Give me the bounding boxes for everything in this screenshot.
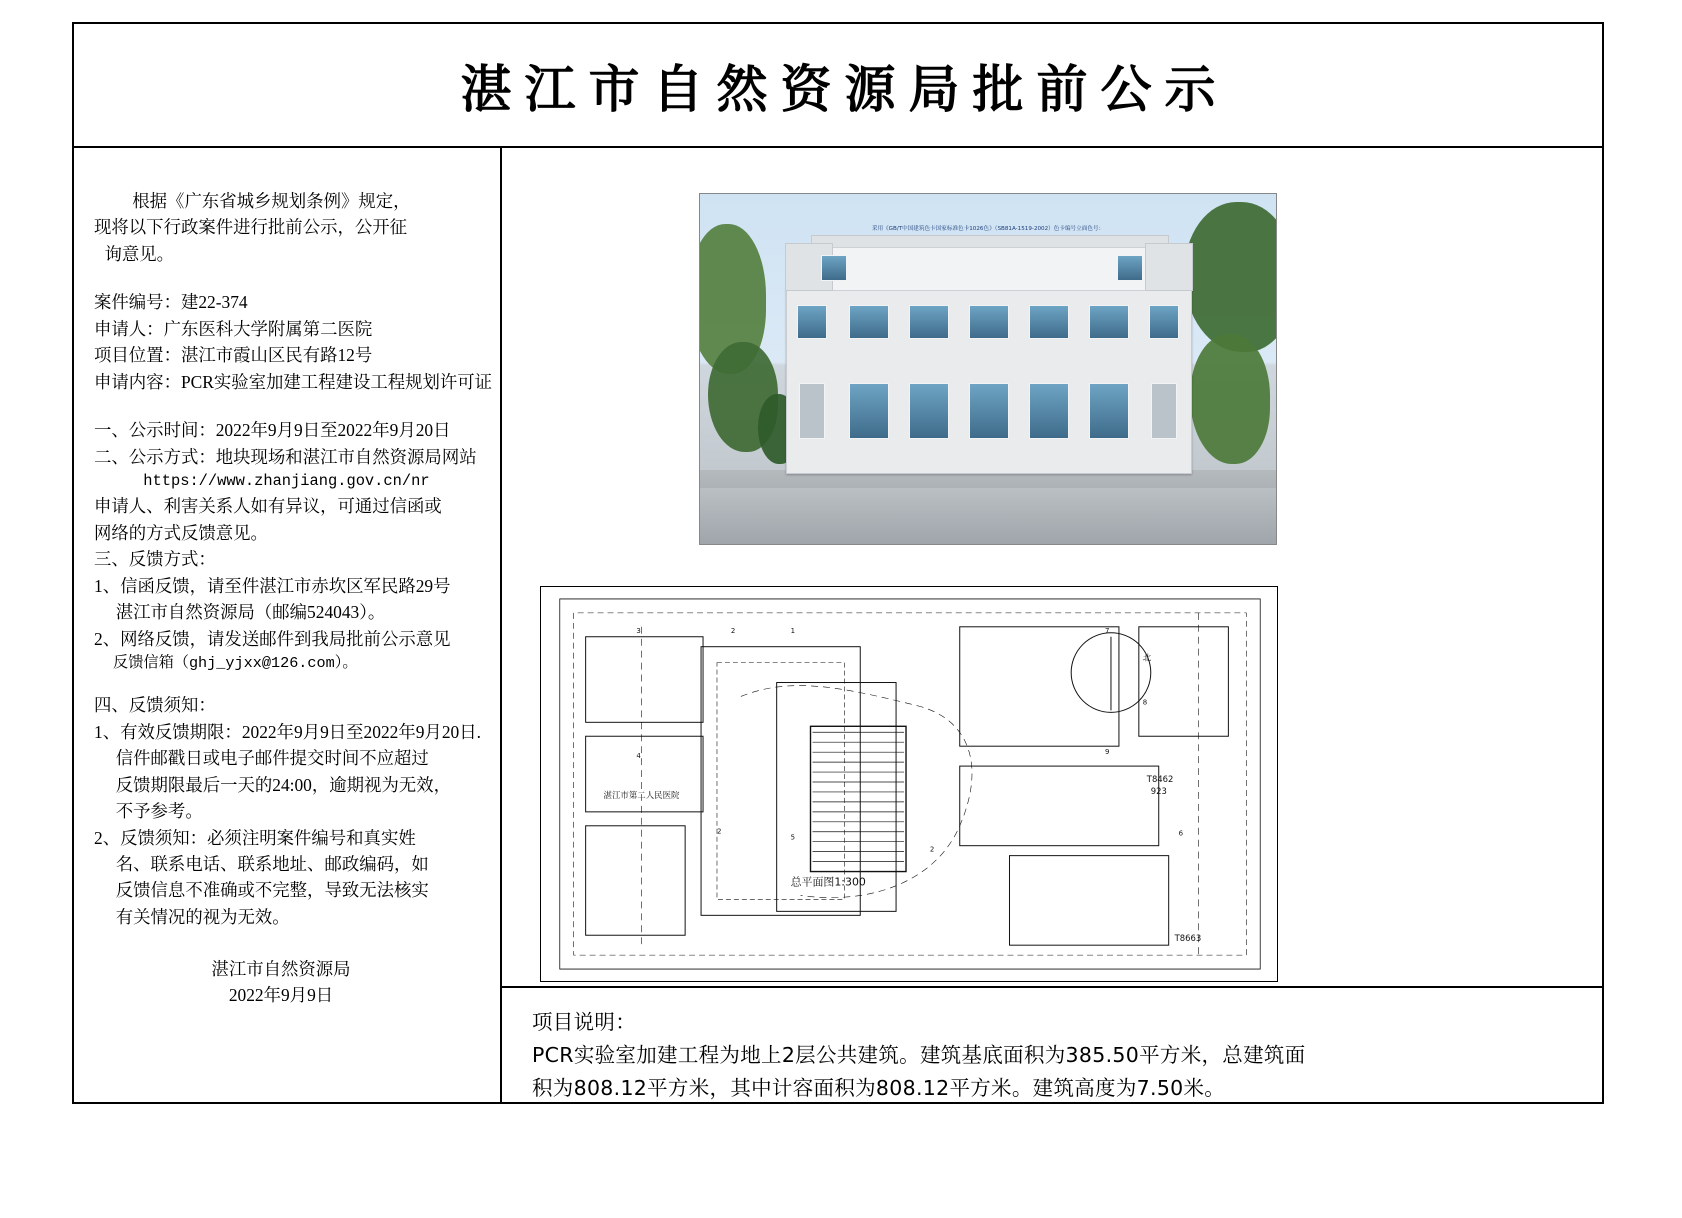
rendering-color-note-line-1: 采用《GB/T中国建筑色卡国家标准色卡1026色》（SB81A-1519-2002）色卡编号立面色号：: [871, 226, 1105, 232]
feedback-mail-line-2: 湛江市自然资源局（邮编524043）。: [115, 602, 386, 623]
door: [799, 383, 825, 439]
project-description-line-1: PCR实验室加建工程为地上2层公共建筑。建筑基底面积为385.50平方米，总建筑面: [532, 1043, 1306, 1068]
objection-note-1: 申请人、利害关系人如有异议，可通过信函或: [94, 496, 442, 517]
intro-line-3: 询意见。: [104, 243, 175, 264]
plan-label-code-a: T8462: [1146, 774, 1174, 785]
window: [1089, 383, 1129, 439]
case-info-block: [94, 289, 493, 395]
door: [1151, 383, 1177, 439]
notice-2-line-3: 反馈信息不准确或不完整，导致无法核实: [115, 880, 429, 901]
publicity-period: 一、公示时间：2022年9月9日至2022年9月20日: [94, 420, 451, 441]
feedback-email-line-2[interactable]: 反馈信箱（ghj_yjxx@126.com）。: [113, 654, 358, 673]
notice-sheet: [72, 22, 1604, 1104]
notice-2-line-4: 有关情况的视为无效。: [115, 906, 290, 927]
plan-code-3: 2: [730, 626, 736, 635]
objection-note-2: 网络的方式反馈意见。: [94, 522, 268, 543]
tree-icon: [1190, 334, 1270, 464]
feedback-email-line-1: 2、网络反馈，请发送邮件到我局批前公示意见: [94, 628, 451, 649]
window: [909, 305, 949, 339]
notice-1-line-1: 1、有效反馈期限：2022年9月9日至2022年9月20日.: [94, 721, 481, 742]
applicant: 申请人：广东医科大学附属第二医院: [94, 318, 373, 339]
intro-line-2: 现将以下行政案件进行批前公示，公开征: [94, 217, 408, 238]
notice-1-line-2: 信件邮戳日或电子邮件提交时间不应超过: [115, 748, 429, 769]
notice-1-line-4: 不予参考。: [115, 801, 203, 822]
plan-code-2: 4: [636, 752, 641, 761]
notice-2-line-1: 2、反馈须知：必须注明案件编号和真实姓: [94, 827, 416, 848]
window: [849, 305, 889, 339]
window: [849, 383, 889, 439]
window: [1029, 305, 1069, 339]
window: [1149, 305, 1179, 339]
plan-code-11: 2: [716, 827, 722, 836]
plan-label-hospital: 湛江市第二人民医院: [603, 789, 680, 800]
feedback-method-block: [94, 546, 482, 675]
window: [969, 305, 1009, 339]
feedback-heading: 三、反馈方式：: [94, 549, 216, 570]
title-band: [74, 24, 1602, 148]
window: [821, 255, 847, 281]
publicity-method: 二、公示方式：地块现场和湛江市自然资源局网站: [94, 446, 477, 467]
plan-label-north: 北: [1142, 652, 1152, 663]
plan-code-4: 1: [790, 626, 796, 635]
feedback-notice-block: [94, 692, 482, 930]
signature-date: 2022年9月9日: [228, 985, 334, 1006]
intro-line-1: 根据《广东省城乡规划条例》规定，: [132, 191, 411, 211]
intro-paragraph: [94, 188, 482, 267]
window: [909, 383, 949, 439]
project-description-heading: 项目说明：: [532, 1010, 636, 1034]
ground-plane: [700, 470, 1276, 544]
signature-organization: 湛江市自然资源局: [211, 959, 351, 980]
plan-label-code-c: T8663: [1174, 933, 1202, 944]
plan-caption: 总平面图1:300: [790, 875, 866, 889]
plan-code-10: 2: [929, 845, 935, 854]
publicity-block: [94, 417, 482, 546]
notice-heading: 四、反馈须知：: [94, 695, 216, 716]
signature-block: [94, 956, 482, 1008]
building-facade: [786, 286, 1192, 474]
window: [1029, 383, 1069, 439]
notice-2-line-2: 名、联系电话、联系地址、邮政编码，如: [115, 854, 429, 875]
building-right-wing: [1145, 243, 1193, 291]
right-media-column: [502, 148, 1604, 1104]
window: [1117, 255, 1143, 281]
page-title: 湛江市自然资源局批前公示: [460, 60, 1229, 120]
site-plan: [540, 586, 1278, 982]
application-content: 申请内容：PCR实验室加建工程建设工程规划许可证: [94, 371, 493, 392]
feedback-mail-line-1: 1、信函反馈，请至件湛江市赤坎区军民路29号: [94, 575, 451, 596]
tree-icon: [1184, 202, 1277, 352]
plan-code-5: 7: [1105, 626, 1110, 635]
plan-label-code-b: 923: [1150, 785, 1167, 796]
notice-1-line-3: 反馈期限最后一天的24:00，逾期视为无效，: [115, 774, 452, 795]
building-rendering: [699, 193, 1277, 545]
window: [969, 383, 1009, 439]
project-description: [502, 988, 1602, 1104]
left-text-column: [74, 148, 502, 1104]
case-number: 案件编号：建22-374: [94, 292, 248, 313]
plan-code-7: 9: [1105, 748, 1110, 757]
publicity-url[interactable]: https://www.zhanjiang.gov.cn/nr: [143, 472, 430, 491]
building-upper-volume: [811, 247, 1169, 291]
plan-code-8: 6: [1178, 829, 1184, 838]
window: [797, 305, 827, 339]
plan-code-1: 3: [636, 626, 641, 635]
project-location: 项目位置：湛江市霞山区民有路12号: [94, 345, 373, 366]
window: [1089, 305, 1129, 339]
plan-code-9: 5: [790, 833, 796, 842]
plan-code-6: 8: [1142, 698, 1148, 707]
site-plan-drawing: [541, 587, 1277, 981]
project-description-line-2: 积为808.12平方米，其中计容面积为808.12平方米。建筑高度为7.50米。: [532, 1076, 1226, 1101]
